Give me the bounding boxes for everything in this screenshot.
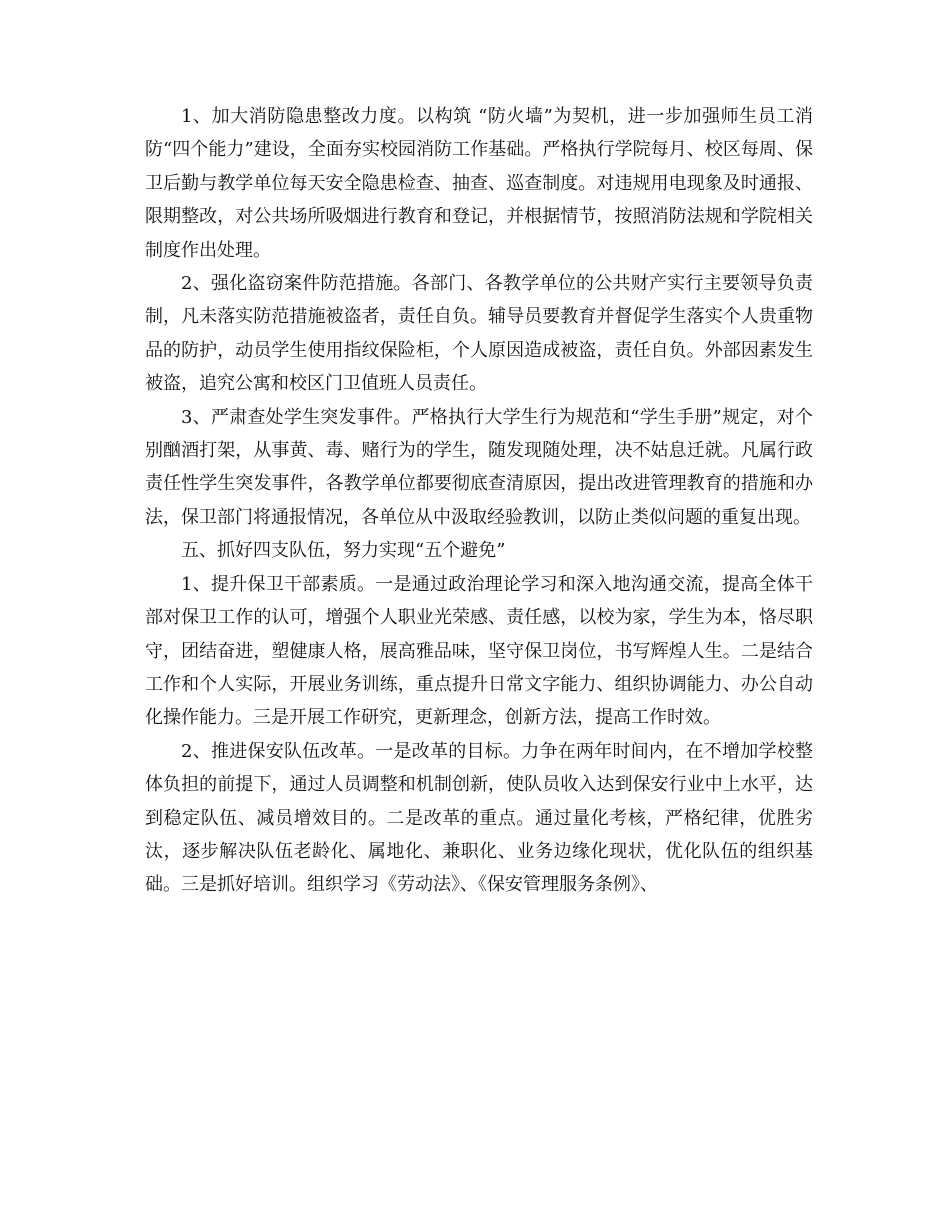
paragraph-fire-safety: 1、加大消防隐患整改力度。以构筑 “防火墙”为契机，进一步加强师生员工消防“四个能力”建设，全面夯实校园消防工作基础。严格执行学院每月、校区每周、保卫后勤与教学单位每天安全隐患检查、抽查、巡查制度。对违规用电现象及时通报、限期整改，对公共场所吸烟进行教育和登记，并根据情节，按照消防法规和学院相关制度作出处理。 — [145, 106, 813, 261]
paragraph-guard-reform: 2、推进保安队伍改革。一是改革的目标。力争在两年时间内，在不增加学校整体负担的前提下，通过人员调整和机制创新，使队员收入达到保安行业中上水平，达到稳定队伍、减员增效目的。二是改革的重点。通过量化考核，严格纪律，优胜劣汰，逐步解决队伍老龄化、属地化、兼职化、业务边缘化现状，优化队伍的组织基础。三是抓好培训。组织学习《劳动法》、《保安管理服务条例》、 — [145, 740, 813, 896]
document-body — [145, 100, 813, 902]
section-heading-five: 五、抓好四支队伍，努力实现“五个避免” — [181, 540, 506, 562]
paragraph-security-cadre: 1、提升保卫干部素质。一是通过政治理论学习和深入地沟通交流，提高全体干部对保卫工作的认可，增强个人职业光荣感、责任感，以校为家，学生为本，恪尽职守，团结奋进，塑健康人格，展高雅品味，坚守保卫岗位，书写辉煌人生。二是结合工作和个人实际，开展业务训练，重点提升日常文字能力、组织协调能力、办公自动化操作能力。三是开展工作研究，更新理念，创新方法，提高工作时效。 — [145, 573, 813, 729]
paragraph-theft-prevention: 2、强化盗窃案件防范措施。各部门、各教学单位的公共财产实行主要领导负责制，凡未落实防范措施被盗者，责任自负。辅导员要教育并督促学生落实个人贵重物品的防护，动员学生使用指纹保险柜，个人原因造成被盗，责任自负。外部因素发生被盗，追究公寓和校区门卫值班人员责任。 — [145, 273, 813, 395]
paragraph-student-incidents: 3、严肃查处学生突发事件。严格执行大学生行为规范和“学生手册”规定，对个别酗酒打架，从事黄、毒、赌行为的学生，随发现随处理，决不姑息迁就。凡属行政责任性学生突发事件，各教学单位都要彻底查清原因，提出改进管理教育的措施和办法，保卫部门将通报情况，各单位从中汲取经验教训，以防止类似问题的重复出现。 — [145, 406, 813, 528]
